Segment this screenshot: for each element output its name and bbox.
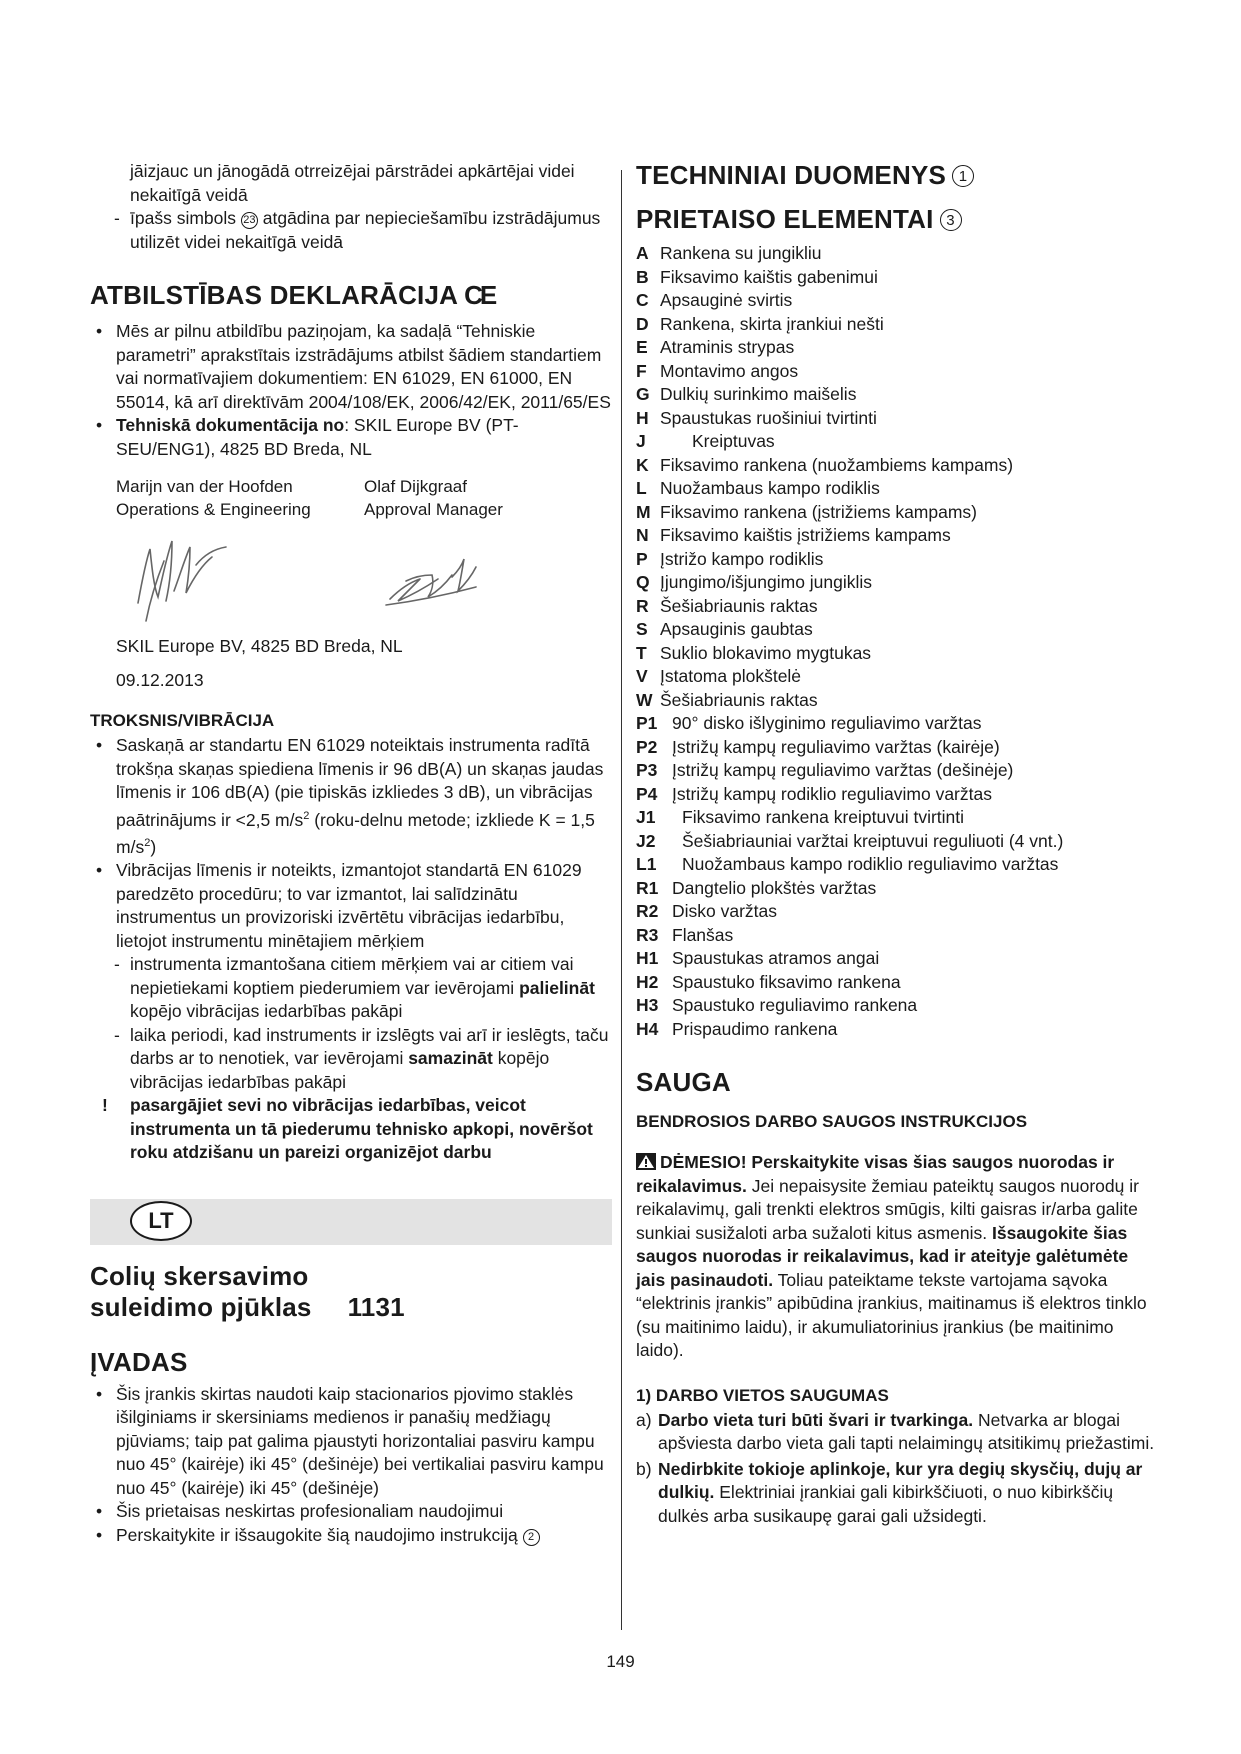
tool-element-label: Fiksavimo kaištis įstrižiems kampams [660, 525, 951, 545]
product-model: 1131 [347, 1291, 405, 1322]
tool-element-label: Fiksavimo rankena (nuožambiems kampams) [660, 454, 1014, 475]
tool-element-key: H3 [636, 995, 659, 1015]
tool-element-item [636, 665, 1156, 689]
tool-element-key: C [636, 290, 649, 310]
tool-element-key: B [636, 266, 649, 287]
tool-element-label: Šešiabriaunis raktas [660, 689, 818, 710]
tool-element-label: Fiksavimo rankena (įstrižiems kampams) [660, 501, 978, 522]
left-column [90, 160, 612, 1547]
right-column [636, 160, 1156, 1528]
tool-element-key: P3 [636, 760, 658, 780]
symbol-number-23: 23 [241, 212, 258, 229]
tool-element-item [636, 454, 1156, 478]
tool-element-label: Spaustuko reguliavimo rankena [672, 995, 918, 1015]
tool-element-key: K [636, 454, 649, 475]
product-title [90, 1261, 612, 1323]
figure-number-3: 3 [940, 209, 962, 231]
tool-element-item [636, 524, 1156, 548]
product-title-line-2: suleidimo pjūklas [90, 1291, 312, 1322]
tool-element-label: Suklio blokavimo mygtukas [660, 642, 872, 663]
tool-element-item [636, 830, 1156, 854]
tool-element-item [636, 736, 1156, 760]
figure-number-1: 1 [952, 165, 974, 187]
tool-element-item [636, 595, 1156, 619]
tool-element-key: V [636, 666, 648, 686]
tool-element-label: Rankena, skirta įrankiui nešti [660, 313, 884, 334]
tool-element-label: Fiksavimo rankena kreiptuvui tvirtinti [682, 807, 965, 827]
tool-element-key: L [636, 478, 647, 498]
tool-element-item [636, 336, 1156, 360]
tool-element-item [636, 407, 1156, 431]
tool-element-key: J2 [636, 830, 656, 851]
tool-element-item [636, 877, 1156, 901]
tool-element-label: Apsauginis gaubtas [660, 619, 813, 639]
tool-element-key: P4 [636, 783, 658, 804]
tool-element-label: Rankena su jungikliu [660, 243, 822, 263]
introduction-title: ĮVADAS [90, 1346, 188, 1377]
tool-element-label: Prispaudimo rankena [672, 1018, 838, 1039]
tool-element-label: Nuožambaus kampo rodiklis [660, 478, 880, 498]
tool-element-item [636, 313, 1156, 337]
tool-element-key: F [636, 360, 647, 381]
tool-element-item [636, 266, 1156, 290]
tool-element-item [636, 712, 1156, 736]
tool-element-key: H4 [636, 1018, 659, 1039]
language-bar [90, 1199, 612, 1245]
tool-element-key: H1 [636, 948, 659, 968]
noise-bullet-1: • Saskaņā ar standartu EN 61029 noteiktais instrumenta radītā trokšņa skaņas spiediena līmenis ir 96 dB(A) un skaņas jaudas līmenis ir 106 dB(A) (pie tipiskās izkliedes 3 dB), un vibrācijas paātrinājums ir <2,5 $m/s^2$ (roku-delnu metode; izkliede K = 1,5 $m/s^2$) [90, 734, 612, 859]
language-badge-label: LT [148, 1207, 174, 1233]
tool-element-item [636, 289, 1156, 313]
tool-element-key: W [636, 689, 653, 710]
tool-element-label: Spaustukas ruošiniui tvirtinti [660, 407, 877, 428]
tool-element-label: Šešiabriaunis raktas [660, 595, 818, 616]
tool-element-item [636, 642, 1156, 666]
noise-bullet-2: • Vibrācijas līmenis ir noteikts, izmantojot standartā EN 61029 paredzēto procedūru; to var izmantot, lai salīdzinātu instrumentus un provizoriski izvērtētu vibrācijas iedarbību, lietojot instrumentu minētajiem mērķiem [90, 859, 612, 953]
tool-element-key: G [636, 384, 650, 404]
tool-element-label: Kreiptuvas [692, 431, 775, 451]
tool-element-key: P [636, 548, 648, 569]
page-number: 149 [606, 1652, 635, 1671]
declaration-bullet-1: • Mēs ar pilnu atbildību paziņojam, ka sadaļā “Tehniskie parametri” aprakstītais izstrādājums atbilst šādiem standartiem vai normatīvajiem dokumentiem: EN 61029, EN 61000, EN 55014, kā arī direktīvām 2004/108/EK, 2006/42/EK, 2011/65/ES [90, 320, 612, 414]
tool-element-key: R2 [636, 901, 659, 921]
tool-element-label: Dulkių surinkimo maišelis [660, 384, 857, 404]
language-badge [130, 1201, 192, 1241]
tool-element-item [636, 853, 1156, 877]
ce-mark-icon: CE [464, 280, 495, 310]
column-divider [621, 170, 622, 1630]
safety-title: SAUGA [636, 1067, 731, 1097]
tool-element-item [636, 477, 1156, 501]
signatories [116, 475, 612, 521]
declaration-date: 09.12.2013 [116, 669, 204, 690]
tool-element-key: J [636, 431, 646, 451]
tool-element-key: D [636, 313, 649, 334]
tool-element-label: Įstrižų kampų rodiklio reguliavimo varžtas [672, 783, 992, 804]
tool-element-key: M [636, 501, 651, 522]
tool-element-label: Dangtelio plokštės varžtas [672, 877, 877, 898]
tool-element-key: S [636, 619, 648, 639]
tool-element-item [636, 430, 1156, 454]
tool-element-label: Įstatoma plokštelė [660, 666, 802, 686]
declaration-title: ATBILSTĪBAS DEKLARĀCIJA CE [90, 280, 495, 310]
noise-vibration-title: TROKSNIS/VIBRĀCIJA [90, 711, 275, 730]
signatory-2-role: Approval Manager [364, 500, 503, 519]
tool-element-label: Fiksavimo kaištis gabenimui [660, 266, 878, 287]
tool-element-item [636, 360, 1156, 384]
tool-element-item [636, 689, 1156, 713]
workplace-item-a: a) Darbo vieta turi būti švari ir tvarkinga. Netvarka ar blogai apšviesta darbo vieta gali tapti nelaimingų atsitikimų priežastimi. [636, 1409, 1155, 1453]
tool-element-label: Įstrižų kampų reguliavimo varžtas (kairėje) [672, 736, 1000, 757]
tool-element-label: Nuožambaus kampo rodiklio reguliavimo varžtas [682, 854, 1059, 874]
tool-element-label: Įstrižo kampo rodiklis [660, 548, 824, 569]
tool-element-label: Disko varžtas [672, 901, 778, 921]
tool-element-item [636, 900, 1156, 924]
product-title-line-1: Colių skersavimo [90, 1260, 309, 1291]
signatory-1 [116, 475, 364, 521]
tool-element-label: Spaustuko fiksavimo rankena [672, 971, 901, 992]
intro-bullet-2: • Šis prietaisas neskirtas profesionaliam naudojimui [90, 1500, 612, 1524]
tool-element-item [636, 571, 1156, 595]
figure-number-2: 2 [523, 1529, 540, 1546]
technical-data-title: TECHNINIAI DUOMENYS 1 [636, 160, 1156, 190]
noise-warning: ! pasargājiet sevi no vibrācijas iedarbības, veicot instrumenta un tā piederumu tehnisko apkopi, novēršot roku atdzišanu un pareizi organizējot darbu [90, 1094, 612, 1165]
intro-bullet-3: • Perskaitykite ir išsaugokite šią naudojimo instrukciją 2 [90, 1524, 612, 1548]
tool-element-item [636, 994, 1156, 1018]
noise-dash-1: - instrumenta izmantošana citiem mērķiem vai ar citiem vai nepietiekami koptiem piederumiem var ievērojami palielināt kopējo vibrācijas iedarbības pakāpi [90, 953, 612, 1024]
signatory-2 [364, 475, 612, 521]
noise-dash-2: - laika periodi, kad instruments ir izslēgts vai arī ir ieslēgts, taču darbs ar to nenotiek, var ievērojami samazināt kopējo vibrācijas iedarbības pakāpi [90, 1024, 612, 1095]
workplace-safety-title: 1) DARBO VIETOS SAUGUMAS [636, 1385, 889, 1405]
disposal-continuation: jāizjauc un jānogādā otrreizējai pārstrādei apkārtējai videi nekaitīgā veidā [130, 161, 575, 205]
tool-element-key: Q [636, 572, 650, 592]
general-safety-title: BENDROSIOS DARBO SAUGOS INSTRUKCIJOS [636, 1112, 1028, 1131]
tool-element-label: Atraminis strypas [660, 337, 795, 357]
tool-element-key: R [636, 595, 649, 616]
disposal-symbol-note: - īpašs simbols 23 atgādina par nepieciešamību izstrādājumus utilizēt videi nekaitīgā veidā [90, 207, 612, 254]
tool-element-item [636, 501, 1156, 525]
tool-element-key: R3 [636, 924, 659, 945]
declaration-bullet-2: • Tehniskā dokumentācija no: SKIL Europe BV (PT-SEU/ENG1), 4825 BD Breda, NL [90, 414, 612, 461]
tool-element-key: J1 [636, 807, 656, 827]
tool-element-label: Šešiabriauniai varžtai kreiptuvui reguliuoti (4 vnt.) [682, 830, 1064, 851]
signatory-1-role: Operations & Engineering [116, 500, 311, 519]
tool-element-item [636, 548, 1156, 572]
tool-element-key: H2 [636, 971, 659, 992]
tool-element-label: Montavimo angos [660, 360, 799, 381]
tool-element-key: N [636, 525, 649, 545]
tool-element-label: Spaustukas atramos angai [672, 948, 880, 968]
tool-element-key: E [636, 337, 648, 357]
tool-element-label: Apsauginė svirtis [660, 290, 793, 310]
tool-element-key: P2 [636, 736, 658, 757]
tool-element-item [636, 618, 1156, 642]
tool-element-item [636, 1018, 1156, 1042]
safety-warning: DĖMESIO! Perskaitykite visas šias saugos nuorodas ir reikalavimus. Jei nepaisysite žemiau pateiktų saugos nuorodų ir reikalavimų, gali trenkti elektros smūgis, kilti gaisras ir/arba galite sunkiai susižaloti arba sužaloti kitus asmenis. Išsaugokite šias saugos nuorodas ir reikalavimus, kad ir ateityje galėtumėte jais pasinaudoti. Toliau pateiktame tekste vartojama sąvoka “elektrinis įrankis” apibūdina įrankius, maitinamus iš elektros tinklo (su maitinimo laidu), ir akumuliatorinius įrankius (be maitinimo laido). [636, 1152, 1147, 1360]
handwritten-signatures [116, 521, 586, 631]
signatory-2-name: Olaf Dijkgraaf [364, 477, 467, 496]
workplace-item-b: b) Nedirbkite tokioje aplinkoje, kur yra degių skysčių, dujų ar dulkių. Elektriniai įrankiai gali kibirkščiuoti, o nuo kibirkščių dulkės arba susikaupę garai gali užsidegti. [636, 1458, 1143, 1526]
tool-element-item [636, 806, 1156, 830]
tool-element-item [636, 971, 1156, 995]
tool-element-label: 90° disko išlyginimo reguliavimo varžtas [672, 713, 982, 733]
tool-element-label: Įstrižų kampų reguliavimo varžtas (dešinėje) [672, 760, 1014, 780]
tool-element-item [636, 947, 1156, 971]
tool-element-key: R1 [636, 877, 659, 898]
tool-element-key: L1 [636, 854, 657, 874]
tool-element-item [636, 383, 1156, 407]
tool-element-key: H [636, 407, 649, 428]
signatures [116, 521, 612, 631]
tool-elements-list [636, 242, 1156, 1041]
tool-element-item [636, 759, 1156, 783]
tool-element-item [636, 783, 1156, 807]
warning-icon [636, 1153, 656, 1170]
tool-element-item [636, 924, 1156, 948]
tool-element-key: T [636, 642, 647, 663]
intro-bullet-1: • Šis įrankis skirtas naudoti kaip stacionarios pjovimo staklės išilginiams ir skersiniams medienos ir panašių medžiagų pjūviams; taip pat galima pjaustyti horizontaliai pasviru kampu nuo 45° (kairėje) iki 45° (dešinėje) bei vertikaliai pasviru kampu nuo 45° (kairėje) iki 45° (dešinėje) [90, 1383, 612, 1501]
tool-element-label: Įjungimo/išjungimo jungiklis [660, 572, 873, 592]
tool-elements-title: PRIETAISO ELEMENTAI 3 [636, 204, 1156, 234]
tool-element-key: A [636, 243, 649, 263]
declaration-address: SKIL Europe BV, 4825 BD Breda, NL [116, 636, 403, 656]
signatory-1-name: Marijn van der Hoofden [116, 477, 293, 496]
tool-element-key: P1 [636, 713, 658, 733]
tool-element-label: Flanšas [672, 924, 734, 945]
tool-element-item [636, 242, 1156, 266]
